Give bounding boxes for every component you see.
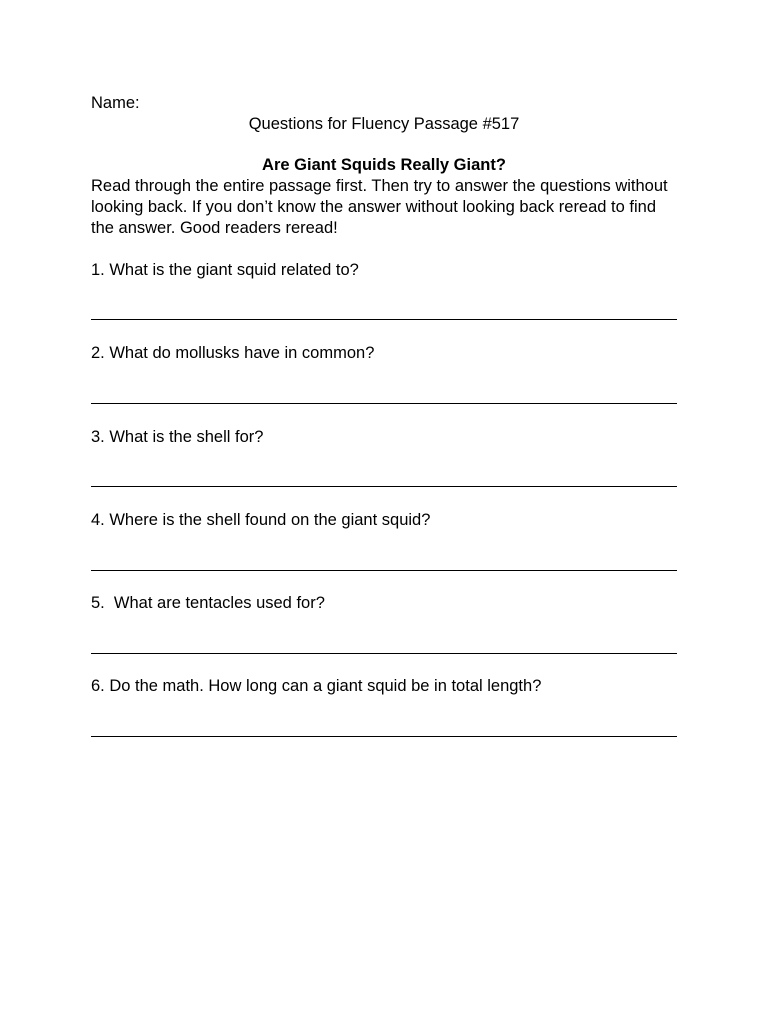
answer-line-5[interactable] xyxy=(91,653,677,654)
passage-title: Are Giant Squids Really Giant? xyxy=(262,156,506,174)
answer-line-1[interactable] xyxy=(91,319,677,320)
answer-line-4[interactable] xyxy=(91,570,677,571)
question-3: 3. What is the shell for? xyxy=(91,428,264,446)
question-6: 6. Do the math. How long can a giant squid be in total length? xyxy=(91,677,542,695)
worksheet-subtitle: Questions for Fluency Passage #517 xyxy=(248,115,520,133)
name-label: Name: xyxy=(91,94,140,112)
question-1: 1. What is the giant squid related to? xyxy=(91,261,359,279)
question-5: 5. What are tentacles used for? xyxy=(91,594,325,612)
instructions-text: Read through the entire passage first. Then try to answer the questions without looking back. If you don’t know the answer without looking back reread to find the answer. Good readers reread! xyxy=(91,177,668,237)
answer-line-2[interactable] xyxy=(91,403,677,404)
answer-line-6[interactable] xyxy=(91,736,677,737)
question-2: 2. What do mollusks have in common? xyxy=(91,344,375,362)
answer-line-3[interactable] xyxy=(91,486,677,487)
question-4: 4. Where is the shell found on the giant squid? xyxy=(91,511,431,529)
